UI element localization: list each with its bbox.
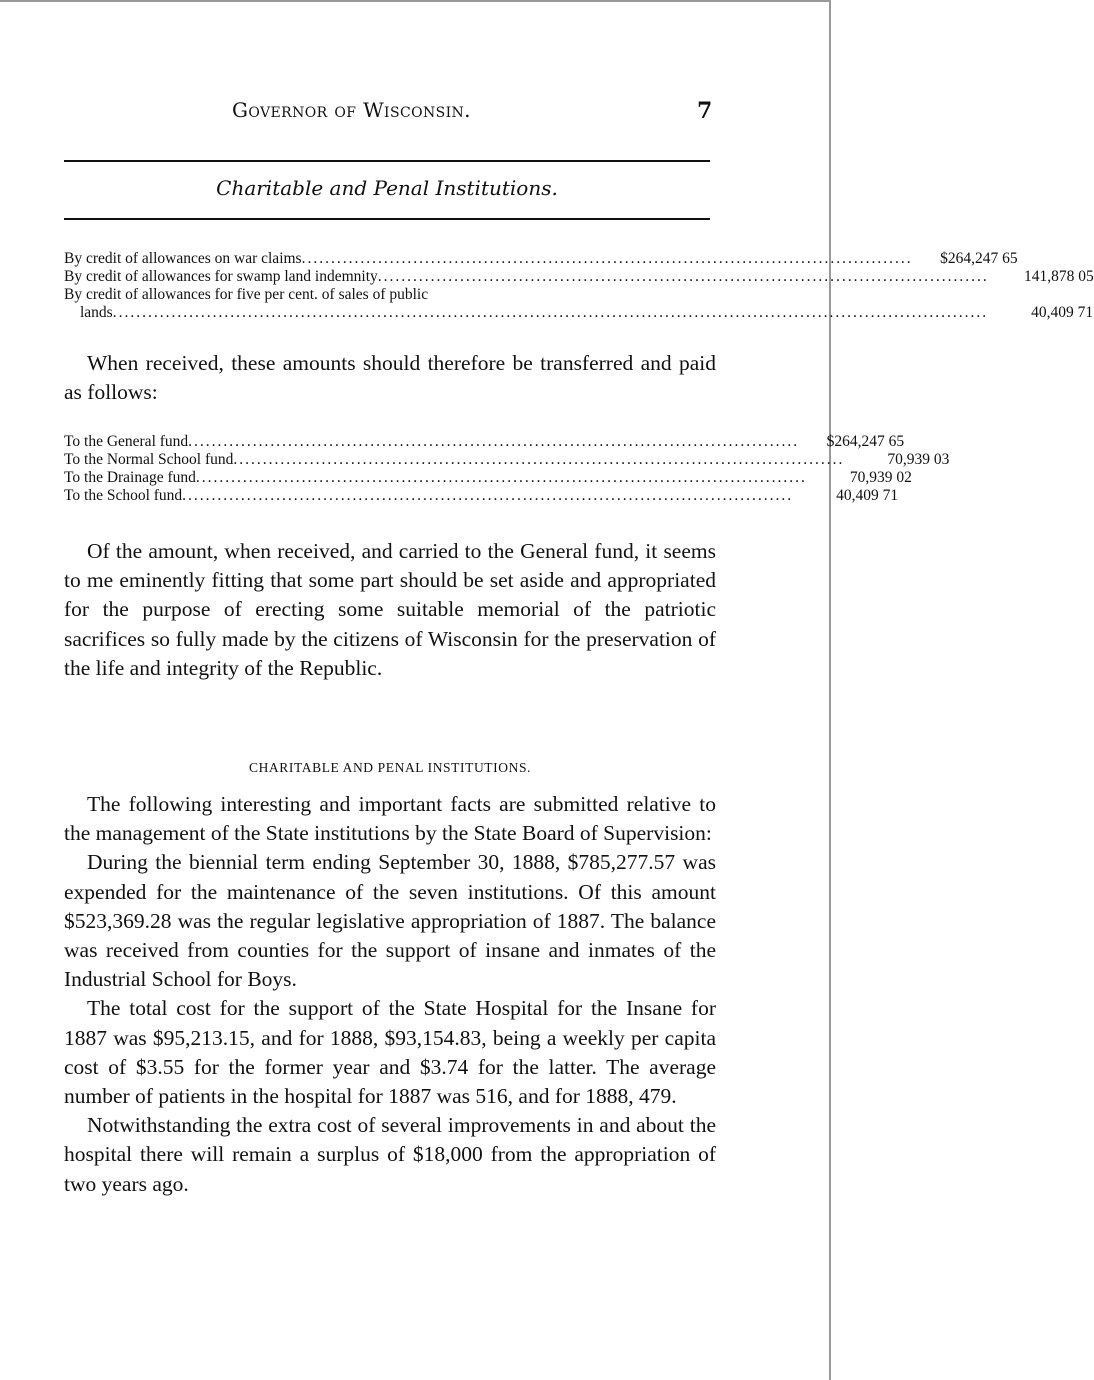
- leader-dots: ........................................................................................................: [377, 268, 989, 285]
- transfer-amount: 70,939 02: [849, 469, 912, 486]
- transfer-row: [64, 451, 950, 469]
- credit-row: [64, 250, 1018, 268]
- leader-dots: ........................................................................................................: [188, 433, 800, 450]
- top-rule: [64, 160, 710, 162]
- leader-dots: .....................................................................................................................................................: [112, 304, 989, 321]
- credit-amount: 141,878 05: [1024, 268, 1094, 285]
- credit-amount: $264,247 65: [940, 250, 1018, 267]
- leader-dots: ........................................................................................................: [182, 487, 794, 504]
- running-head: [232, 98, 522, 122]
- leader-dots: ........................................................................................................: [301, 250, 913, 267]
- paragraph: When received, these amounts should therefore be transferred and paid as follows:: [64, 351, 716, 405]
- running-head-initial-1: G: [232, 98, 249, 122]
- transfer-label: To the Drainage fund: [64, 469, 196, 486]
- transfers-table: [64, 433, 950, 505]
- credits-table: [64, 250, 1094, 322]
- transfer-row: [64, 487, 899, 505]
- transfer-amount: 70,939 03: [887, 451, 950, 468]
- credit-label: By credit of allowances for five per cent. of sales of public: [64, 286, 429, 303]
- section-heading: CHARITABLE AND PENAL INSTITUTIONS.: [248, 760, 532, 775]
- transfer-row: [64, 469, 912, 487]
- leader-dots: ........................................................................................................: [195, 469, 807, 486]
- transfer-label: To the General fund: [64, 433, 189, 450]
- bottom-rule: [64, 218, 710, 220]
- credit-label-continued: lands: [80, 304, 113, 321]
- memorial-paragraph: [64, 537, 716, 683]
- credit-row: [64, 268, 1094, 286]
- leader-dots: ........................................................................................................: [233, 451, 845, 468]
- institutions-text: [64, 790, 716, 1199]
- paragraph: The total cost for the support of the State Hospital for the Insane for 1887 was $95,213.15, and for 1888, $93,154.83, being a weekly per capita cost of $3.55 for the former year and $3.74 for the latter. The average number of patients in the hospital for 1887 was 516, and for 1888, 479.: [64, 996, 716, 1109]
- section-title: Charitable and Penal Institutions.: [216, 176, 558, 200]
- credit-row-continued: [64, 304, 1094, 322]
- credit-amount: 40,409 71: [1031, 304, 1094, 321]
- transfer-row: [64, 433, 905, 451]
- credit-label: By credit of allowances on war claims: [64, 250, 302, 267]
- transfer-amount: $264,247 65: [826, 433, 905, 450]
- paragraph: Of the amount, when received, and carried to the General fund, it seems to me eminently fitting that some part should be set aside and appropriated for the purpose of erecting some suitable memorial of the patriotic sacrifices so fully made by the citizens of Wisconsin for the preservation of the life and integrity of the Republic.: [64, 539, 716, 680]
- running-head-part-1: overnor of: [248, 98, 364, 122]
- transfer-intro: [64, 349, 716, 407]
- running-head-initial-2: W: [363, 98, 385, 122]
- credit-label: By credit of allowances for swamp land indemnity: [64, 268, 378, 285]
- running-head-part-2: isconsin.: [384, 98, 471, 122]
- paragraph: Notwithstanding the extra cost of several improvements in and about the hospital there will remain a surplus of $18,000 from the appropriation of two years ago.: [64, 1113, 716, 1196]
- transfer-label: To the Normal School fund: [64, 451, 234, 468]
- transfer-amount: 40,409 71: [836, 487, 899, 504]
- transfer-label: To the School fund: [64, 487, 183, 504]
- credit-row: [64, 286, 714, 304]
- paragraph: During the biennial term ending September 30, 1888, $785,277.57 was expended for the maintenance of the seven institutions. Of this amount $523,369.28 was the regular legislative appropriation of 1887. The balance was received from counties for the support of insane and inmates of the Industrial School for Boys.: [64, 850, 716, 992]
- page-number: 7: [697, 98, 713, 124]
- paragraph: The following interesting and important facts are submitted relative to the management of the State institutions by the State Board of Supervision:: [64, 792, 716, 846]
